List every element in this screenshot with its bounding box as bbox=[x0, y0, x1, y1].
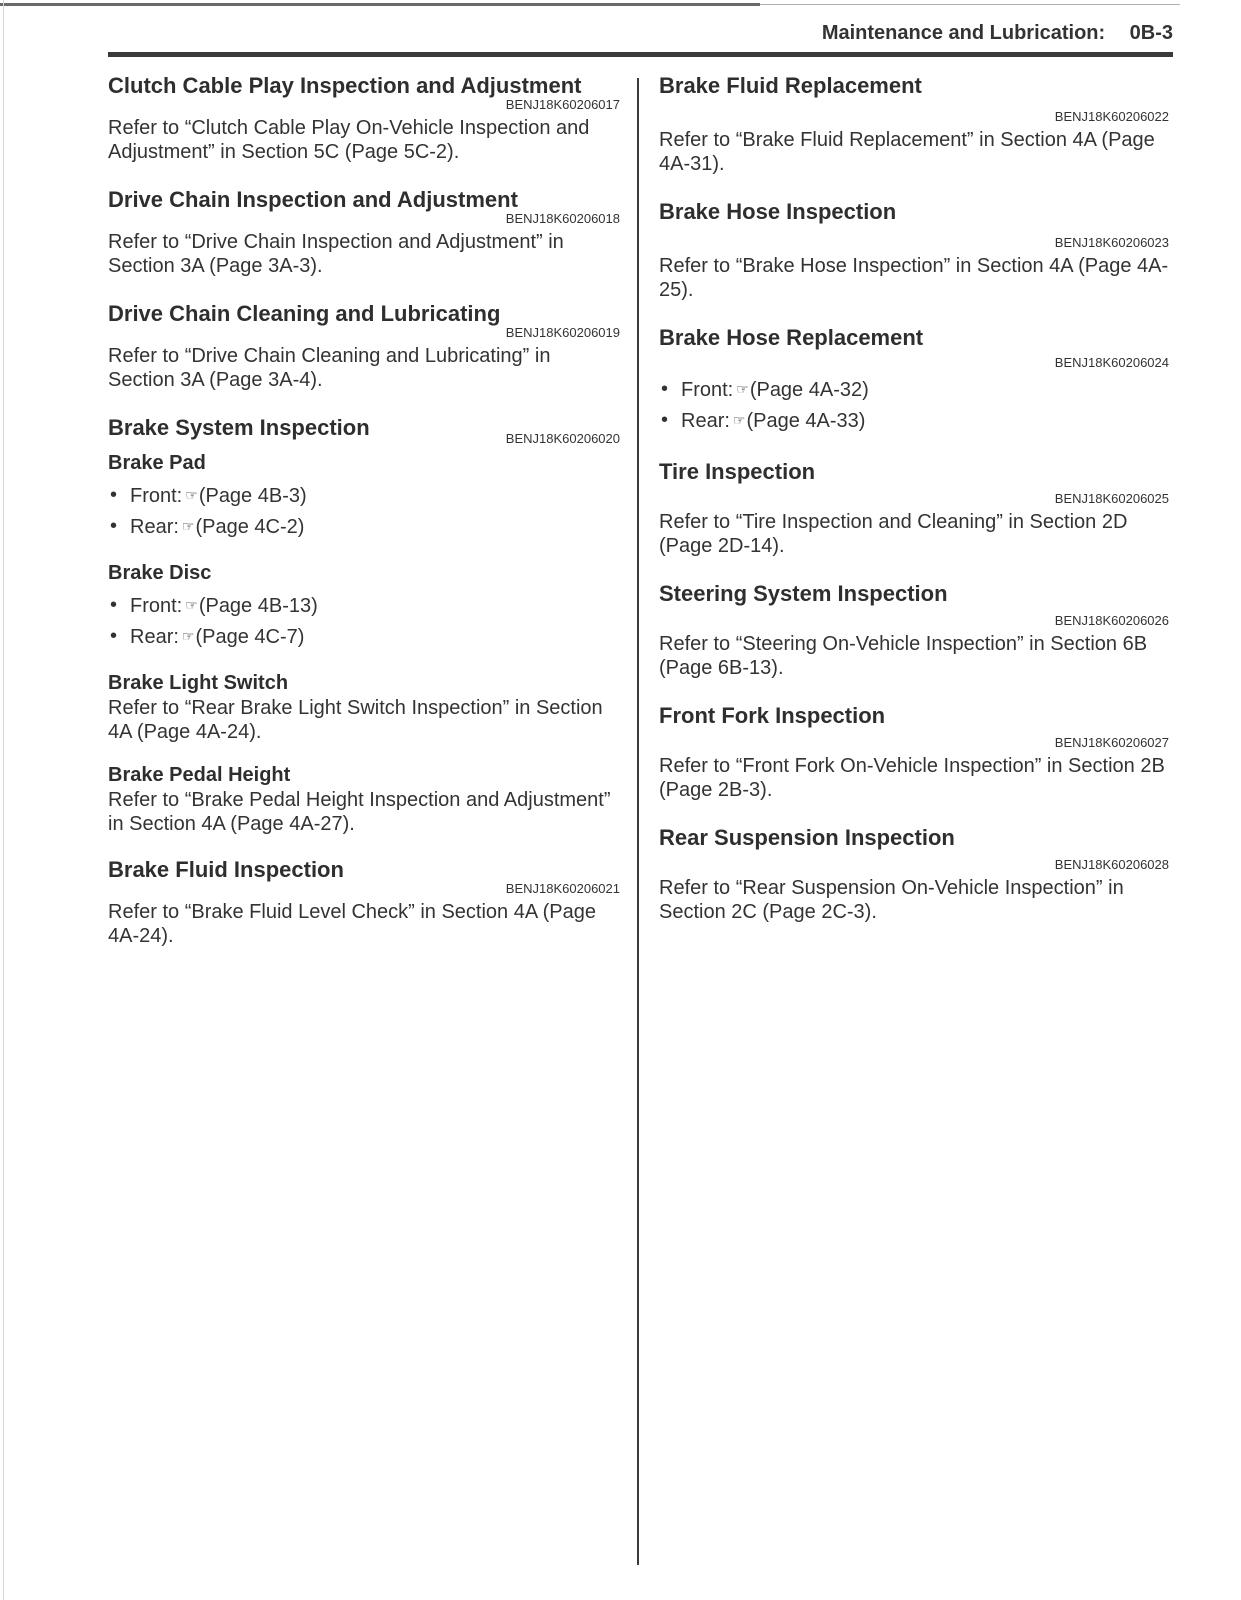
section-title: Rear Suspension Inspection bbox=[659, 825, 955, 850]
subsection-brake-pedal-height bbox=[108, 762, 620, 836]
section-body: Refer to “Front Fork On-Vehicle Inspection” in Section 2B (Page 2B-3). bbox=[659, 755, 1165, 801]
section-title: Drive Chain Inspection and Adjustment bbox=[108, 187, 518, 212]
section-id: BENJ18K60206022 bbox=[1054, 109, 1169, 124]
section-body: Refer to “Clutch Cable Play On-Vehicle Inspection and Adjustment” in Section 5C (Page 5C-2). bbox=[108, 117, 590, 163]
section-id: BENJ18K60206019 bbox=[505, 325, 620, 340]
top-rule bbox=[0, 3, 760, 6]
section-id: BENJ18K60206017 bbox=[505, 97, 620, 112]
column-divider bbox=[637, 78, 639, 1565]
list-item bbox=[108, 621, 620, 652]
pointing-hand-icon: ☞ bbox=[185, 597, 198, 613]
item-label: Front: bbox=[130, 485, 183, 507]
subsection-body: Refer to “Rear Brake Light Switch Inspection” in Section 4A (Page 4A-24). bbox=[108, 697, 603, 743]
section-drive-chain-cleaning bbox=[108, 300, 620, 392]
section-id: BENJ18K60206018 bbox=[505, 211, 620, 226]
section-title: Brake Fluid Inspection bbox=[108, 857, 344, 882]
bullet: • bbox=[661, 409, 669, 431]
bullet: • bbox=[110, 594, 118, 616]
section-id: BENJ18K60206028 bbox=[1054, 857, 1169, 872]
page-edge bbox=[3, 0, 4, 1600]
section-title: Brake Hose Replacement bbox=[659, 325, 924, 350]
page-number: 0B-3 bbox=[1129, 22, 1173, 44]
list-item bbox=[659, 374, 1169, 405]
subsection-brake-disc bbox=[108, 560, 620, 652]
page-reference-link[interactable]: (Page 4C-7) bbox=[195, 626, 305, 648]
section-id: BENJ18K60206020 bbox=[505, 431, 620, 446]
section-id: BENJ18K60206023 bbox=[1054, 235, 1169, 250]
header-title: Maintenance and Lubrication: bbox=[821, 22, 1106, 44]
section-drive-chain-adjustment bbox=[108, 186, 620, 278]
section-id: BENJ18K60206026 bbox=[1054, 613, 1169, 628]
section-body: Refer to “Brake Fluid Replacement” in Section 4A (Page 4A-31). bbox=[659, 129, 1155, 175]
page-reference-link[interactable]: (Page 4B-13) bbox=[198, 595, 318, 617]
section-rear-suspension-inspection bbox=[659, 824, 1169, 924]
subsection-brake-pad bbox=[108, 450, 620, 542]
section-title: Tire Inspection bbox=[659, 459, 816, 484]
subsection-body: Refer to “Brake Pedal Height Inspection and Adjustment” in Section 4A (Page 4A-27). bbox=[108, 789, 611, 835]
section-id: BENJ18K60206027 bbox=[1054, 735, 1169, 750]
section-body: Refer to “Brake Fluid Level Check” in Section 4A (Page 4A-24). bbox=[108, 901, 597, 947]
section-title: Brake System Inspection bbox=[108, 415, 370, 440]
item-label: Front: bbox=[681, 379, 734, 401]
section-clutch-cable bbox=[108, 72, 620, 164]
section-steering-inspection bbox=[659, 580, 1169, 680]
bullet: • bbox=[661, 378, 669, 400]
section-title: Clutch Cable Play Inspection and Adjustment bbox=[108, 73, 582, 98]
item-label: Rear: bbox=[681, 410, 730, 432]
page-reference-link[interactable]: (Page 4A-32) bbox=[749, 379, 869, 401]
section-title: Steering System Inspection bbox=[659, 581, 948, 606]
item-label: Rear: bbox=[130, 626, 179, 648]
section-body: Refer to “Rear Suspension On-Vehicle Inspection” in Section 2C (Page 2C-3). bbox=[659, 877, 1124, 923]
subsection-title: Brake Light Switch bbox=[108, 672, 289, 694]
bullet: • bbox=[110, 484, 118, 506]
list-item bbox=[108, 511, 620, 542]
page-reference-link[interactable]: (Page 4A-33) bbox=[746, 410, 866, 432]
section-id: BENJ18K60206024 bbox=[1054, 355, 1169, 370]
section-brake-fluid-inspection bbox=[108, 856, 620, 948]
section-body: Refer to “Tire Inspection and Cleaning” in Section 2D (Page 2D-14). bbox=[659, 511, 1128, 557]
section-id: BENJ18K60206025 bbox=[1054, 491, 1169, 506]
pointing-hand-icon: ☞ bbox=[185, 487, 198, 503]
section-title: Front Fork Inspection bbox=[659, 703, 886, 728]
section-body: Refer to “Brake Hose Inspection” in Section 4A (Page 4A-25). bbox=[659, 255, 1169, 301]
section-title: Brake Hose Inspection bbox=[659, 199, 897, 224]
section-brake-hose-inspection bbox=[659, 198, 1169, 302]
section-brake-system bbox=[108, 414, 620, 836]
item-label: Front: bbox=[130, 595, 183, 617]
page-reference-link[interactable]: (Page 4B-3) bbox=[198, 485, 307, 507]
pointing-hand-icon: ☞ bbox=[181, 628, 195, 644]
right-column bbox=[659, 72, 1169, 944]
section-front-fork-inspection bbox=[659, 702, 1169, 802]
subsection-title: Brake Disc bbox=[108, 562, 212, 584]
reference-list bbox=[108, 480, 620, 542]
section-id: BENJ18K60206021 bbox=[505, 881, 620, 896]
pointing-hand-icon: ☞ bbox=[732, 412, 746, 428]
left-column bbox=[108, 72, 620, 968]
section-body: Refer to “Drive Chain Cleaning and Lubricating” in Section 3A (Page 3A-4). bbox=[108, 345, 551, 391]
list-item bbox=[108, 590, 620, 621]
section-body: Refer to “Steering On-Vehicle Inspection” in Section 6B (Page 6B-13). bbox=[659, 633, 1148, 679]
pointing-hand-icon: ☞ bbox=[736, 381, 749, 397]
section-tire-inspection bbox=[659, 458, 1169, 558]
subsection-brake-light-switch bbox=[108, 670, 620, 744]
section-title: Brake Fluid Replacement bbox=[659, 73, 922, 98]
subsection-title: Brake Pedal Height bbox=[108, 764, 291, 786]
item-label: Rear: bbox=[130, 516, 179, 538]
bullet: • bbox=[110, 625, 118, 647]
section-title: Drive Chain Cleaning and Lubricating bbox=[108, 301, 501, 326]
section-body: Refer to “Drive Chain Inspection and Adjustment” in Section 3A (Page 3A-3). bbox=[108, 231, 564, 277]
page-reference-link[interactable]: (Page 4C-2) bbox=[195, 516, 305, 538]
section-brake-hose-replacement bbox=[659, 324, 1169, 436]
reference-list bbox=[108, 590, 620, 652]
list-item bbox=[659, 405, 1169, 436]
list-item bbox=[108, 480, 620, 511]
section-title-row bbox=[108, 414, 620, 446]
subsection-title: Brake Pad bbox=[108, 452, 206, 474]
top-rule-thin bbox=[760, 4, 1180, 5]
bullet: • bbox=[110, 515, 118, 537]
section-brake-fluid-replacement bbox=[659, 72, 1169, 176]
reference-list bbox=[659, 374, 1169, 436]
pointing-hand-icon: ☞ bbox=[181, 518, 195, 534]
page-header bbox=[108, 22, 1173, 57]
